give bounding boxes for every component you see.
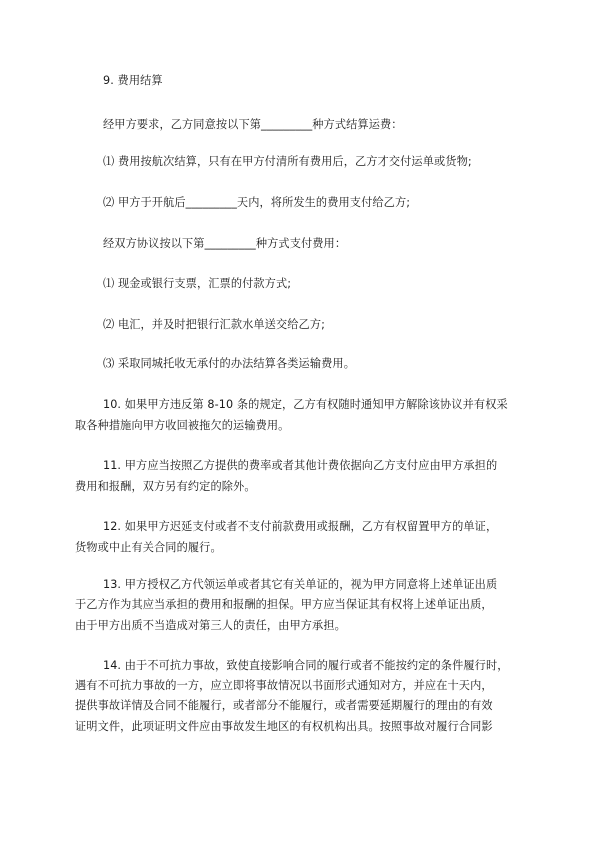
clause-11-line-1: 11. 甲方应当按照乙方提供的费率或者其他计费依据向乙方支付应由甲方承担的 xyxy=(103,459,498,472)
clause-10-line-2: 取各种措施向甲方收回被拖欠的运输费用。 xyxy=(75,419,290,432)
clause-13-line-2: 于乙方作为其应当承担的费用和报酬的担保。甲方应当保证其有权将上述单证出质， xyxy=(75,598,493,611)
clause-12-line-1: 12. 如果甲方迟延支付或者不支付前款费用或报酬，乙方有权留置甲方的单证， xyxy=(103,520,498,533)
clause-14-line-2: 遇有不可抗力事故的一方，应立即将事故情况以书面形式通知对方，并应在十天内， xyxy=(75,679,493,692)
settlement-method-intro: 经甲方要求，乙方同意按以下第_________种方式结算运费： xyxy=(103,118,403,131)
payment-method-2: ⑵ 电汇，并及时把银行汇款水单送交给乙方; xyxy=(103,318,325,331)
clause-10-line-1: 10. 如果甲方违反第 8-10 条的规定，乙方有权随时通知甲方解除该协议并有权采 xyxy=(103,398,508,411)
settlement-method-1: ⑴ 费用按航次结算，只有在甲方付清所有费用后，乙方才交付运单或货物; xyxy=(103,155,472,168)
section-9-heading: 9. 费用结算 xyxy=(103,74,163,87)
clause-11-line-2: 费用和报酬，双方另有约定的除外。 xyxy=(75,480,256,493)
payment-method-1: ⑴ 现金或银行支票，汇票的付款方式; xyxy=(103,277,292,290)
clause-14-line-3: 提供事故详情及合同不能履行，或者部分不能履行，或者需要延期履行的理由的有效 xyxy=(75,699,493,712)
clause-13-line-1: 13. 甲方授权乙方代领运单或者其它有关单证的，视为甲方同意将上述单证出质 xyxy=(103,578,498,591)
settlement-method-2: ⑵ 甲方于开航后_________天内，将所发生的费用支付给乙方; xyxy=(103,196,411,209)
payment-method-3: ⑶ 采取同城托收无承付的办法结算各类运输费用。 xyxy=(103,357,355,370)
clause-12-line-2: 货物或中止有关合同的履行。 xyxy=(75,541,222,554)
clause-13-line-3: 由于甲方出质不当造成对第三人的责任，由甲方承担。 xyxy=(75,619,346,632)
clause-14-line-1: 14. 由于不可抗力事故，致使直接影响合同的履行或者不能按约定的条件履行时， xyxy=(103,659,509,672)
payment-method-intro: 经双方协议按以下第_________种方式支付费用： xyxy=(103,237,347,250)
clause-14-line-4: 证明文件，此项证明文件应由事故发生地区的有权机构出具。按照事故对履行合同影 xyxy=(75,720,493,733)
